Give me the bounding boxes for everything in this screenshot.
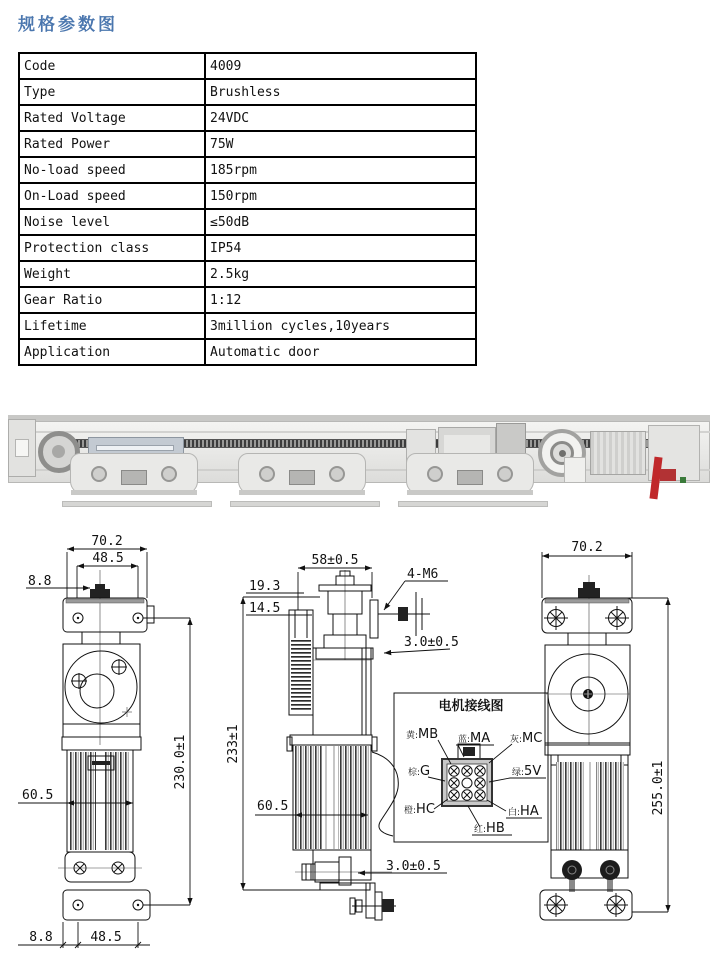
hanger-lip	[407, 490, 533, 495]
hanger-lip	[71, 490, 197, 495]
m6-screw	[398, 607, 408, 621]
table-row	[19, 105, 476, 131]
pin-label-ma: 蓝:MA	[458, 731, 491, 746]
spec-value-cell: 3million cycles,10years	[205, 313, 476, 339]
bracket-screw	[544, 606, 568, 630]
front-view-drawing	[18, 534, 190, 948]
dim-plate-label: 3.0±0.5	[404, 635, 459, 650]
dim-inner-width-label: 48.5	[92, 551, 124, 566]
hanger-clamp	[457, 470, 483, 485]
door-hanger-bracket	[238, 453, 366, 495]
foot-bracket	[320, 883, 396, 920]
wiring-diagram	[394, 693, 548, 842]
pinion-stack	[316, 571, 373, 659]
belt-clamp	[564, 457, 586, 483]
spec-label-cell: Code	[19, 53, 205, 79]
dim-rack-1-label: 19.3	[249, 579, 281, 594]
dim-rack-2-label: 14.5	[249, 601, 281, 616]
motor-housing	[590, 431, 646, 475]
dim-body-width-label: 60.5	[22, 788, 54, 803]
spec-value-cell: ≤50dB	[205, 209, 476, 235]
rack-teeth	[291, 638, 311, 712]
dimension-drawings	[0, 520, 718, 974]
pin-label-ha: 白:HA	[508, 804, 539, 819]
bracket-screw	[605, 606, 629, 630]
table-row	[19, 209, 476, 235]
tensioner-rod	[96, 445, 174, 451]
dim-depth-label: 58±0.5	[311, 553, 359, 568]
table-row	[19, 183, 476, 209]
spec-value-cell: IP54	[205, 235, 476, 261]
pin-label-g: 棕:G	[408, 764, 431, 779]
spec-value-cell: 150rpm	[205, 183, 476, 209]
spec-value-cell: 2.5kg	[205, 261, 476, 287]
motor-fins	[556, 762, 584, 850]
table-row	[19, 235, 476, 261]
dim-top-width-label: 70.2	[91, 534, 123, 549]
spec-label-cell: Type	[19, 79, 205, 105]
spec-label-cell: Rated Power	[19, 131, 205, 157]
spec-label-cell: Weight	[19, 261, 205, 287]
page-title: 规格参数图	[18, 15, 118, 35]
spec-value-cell: 4009	[205, 53, 476, 79]
screw-spec-label: 4-M6	[407, 567, 439, 582]
spec-value-cell: 24VDC	[205, 105, 476, 131]
spec-label-cell: Rated Voltage	[19, 105, 205, 131]
left-pulley-hub	[52, 445, 65, 458]
spec-value-cell: 185rpm	[205, 157, 476, 183]
spec-label-cell: Application	[19, 339, 205, 365]
dim-height-label: 230.0±1	[173, 734, 188, 790]
pin-label-mb: 黄:MB	[406, 727, 439, 742]
dim-body-label: 60.5	[257, 799, 289, 814]
hanger-roller	[427, 466, 443, 482]
motor-fins	[104, 752, 130, 850]
lock-block	[660, 469, 676, 481]
spec-label-cell: On-Load speed	[19, 183, 205, 209]
bracket-screw	[604, 893, 628, 917]
table-row	[19, 339, 476, 365]
rail-assembly-photo	[8, 413, 710, 509]
motor-label-plate	[92, 761, 110, 765]
hanger-lip	[239, 490, 365, 495]
spec-label-cell: Protection class	[19, 235, 205, 261]
door-hanger-bracket	[406, 453, 534, 495]
spec-label-cell: Noise level	[19, 209, 205, 235]
table-row	[19, 261, 476, 287]
status-led	[680, 477, 686, 483]
wiring-title: 电机接线图	[438, 699, 504, 714]
table-row	[19, 79, 476, 105]
table-row	[19, 53, 476, 79]
output-shaft-bolt	[302, 857, 351, 885]
dim-height-label: 255.0±1	[651, 760, 666, 816]
dim-bottom-left-label: 8.8	[29, 930, 53, 945]
dim-bottom-width-label: 48.5	[90, 930, 122, 945]
terminal-screw	[600, 860, 620, 880]
door-rail-strip	[398, 501, 548, 507]
dim-height-label: 233±1	[226, 724, 241, 764]
hanger-roller	[329, 466, 345, 482]
spec-value-cell: Automatic door	[205, 339, 476, 365]
spec-table	[18, 52, 477, 366]
rear-view-drawing	[540, 540, 668, 920]
hanger-roller	[91, 466, 107, 482]
left-end-slot	[15, 439, 29, 457]
hanger-clamp	[121, 470, 147, 485]
hanger-roller	[161, 466, 177, 482]
spec-label-cell: Gear Ratio	[19, 287, 205, 313]
door-rail-strip	[62, 501, 212, 507]
dim-top-width-label: 70.2	[571, 540, 603, 555]
table-row	[19, 287, 476, 313]
hanger-roller	[497, 466, 513, 482]
spec-label-cell: No-load speed	[19, 157, 205, 183]
spec-value-cell: Brushless	[205, 79, 476, 105]
hanger-roller	[259, 466, 275, 482]
pin-label-hc: 橙:HC	[404, 802, 435, 817]
door-rail-strip	[230, 501, 380, 507]
bracket-screw	[544, 893, 568, 917]
terminal-screw	[562, 860, 582, 880]
spec-label-cell: Lifetime	[19, 313, 205, 339]
motor-fins	[596, 762, 624, 850]
spec-value-cell: 1:12	[205, 287, 476, 313]
hanger-clamp	[289, 470, 315, 485]
motor-fins	[70, 752, 96, 850]
dim-foot-label: 3.0±0.5	[386, 859, 441, 874]
dim-pinion-left-label: 8.8	[28, 574, 52, 589]
spec-value-cell: 75W	[205, 131, 476, 157]
right-pulley-hub	[559, 450, 566, 457]
table-row	[19, 131, 476, 157]
door-hanger-bracket	[70, 453, 198, 495]
pin-label-hb: 红:HB	[474, 821, 505, 836]
pin-label-mc: 灰:MC	[510, 731, 543, 746]
table-row	[19, 313, 476, 339]
table-row	[19, 157, 476, 183]
pin-label-5v: 绿:5V	[512, 764, 542, 779]
